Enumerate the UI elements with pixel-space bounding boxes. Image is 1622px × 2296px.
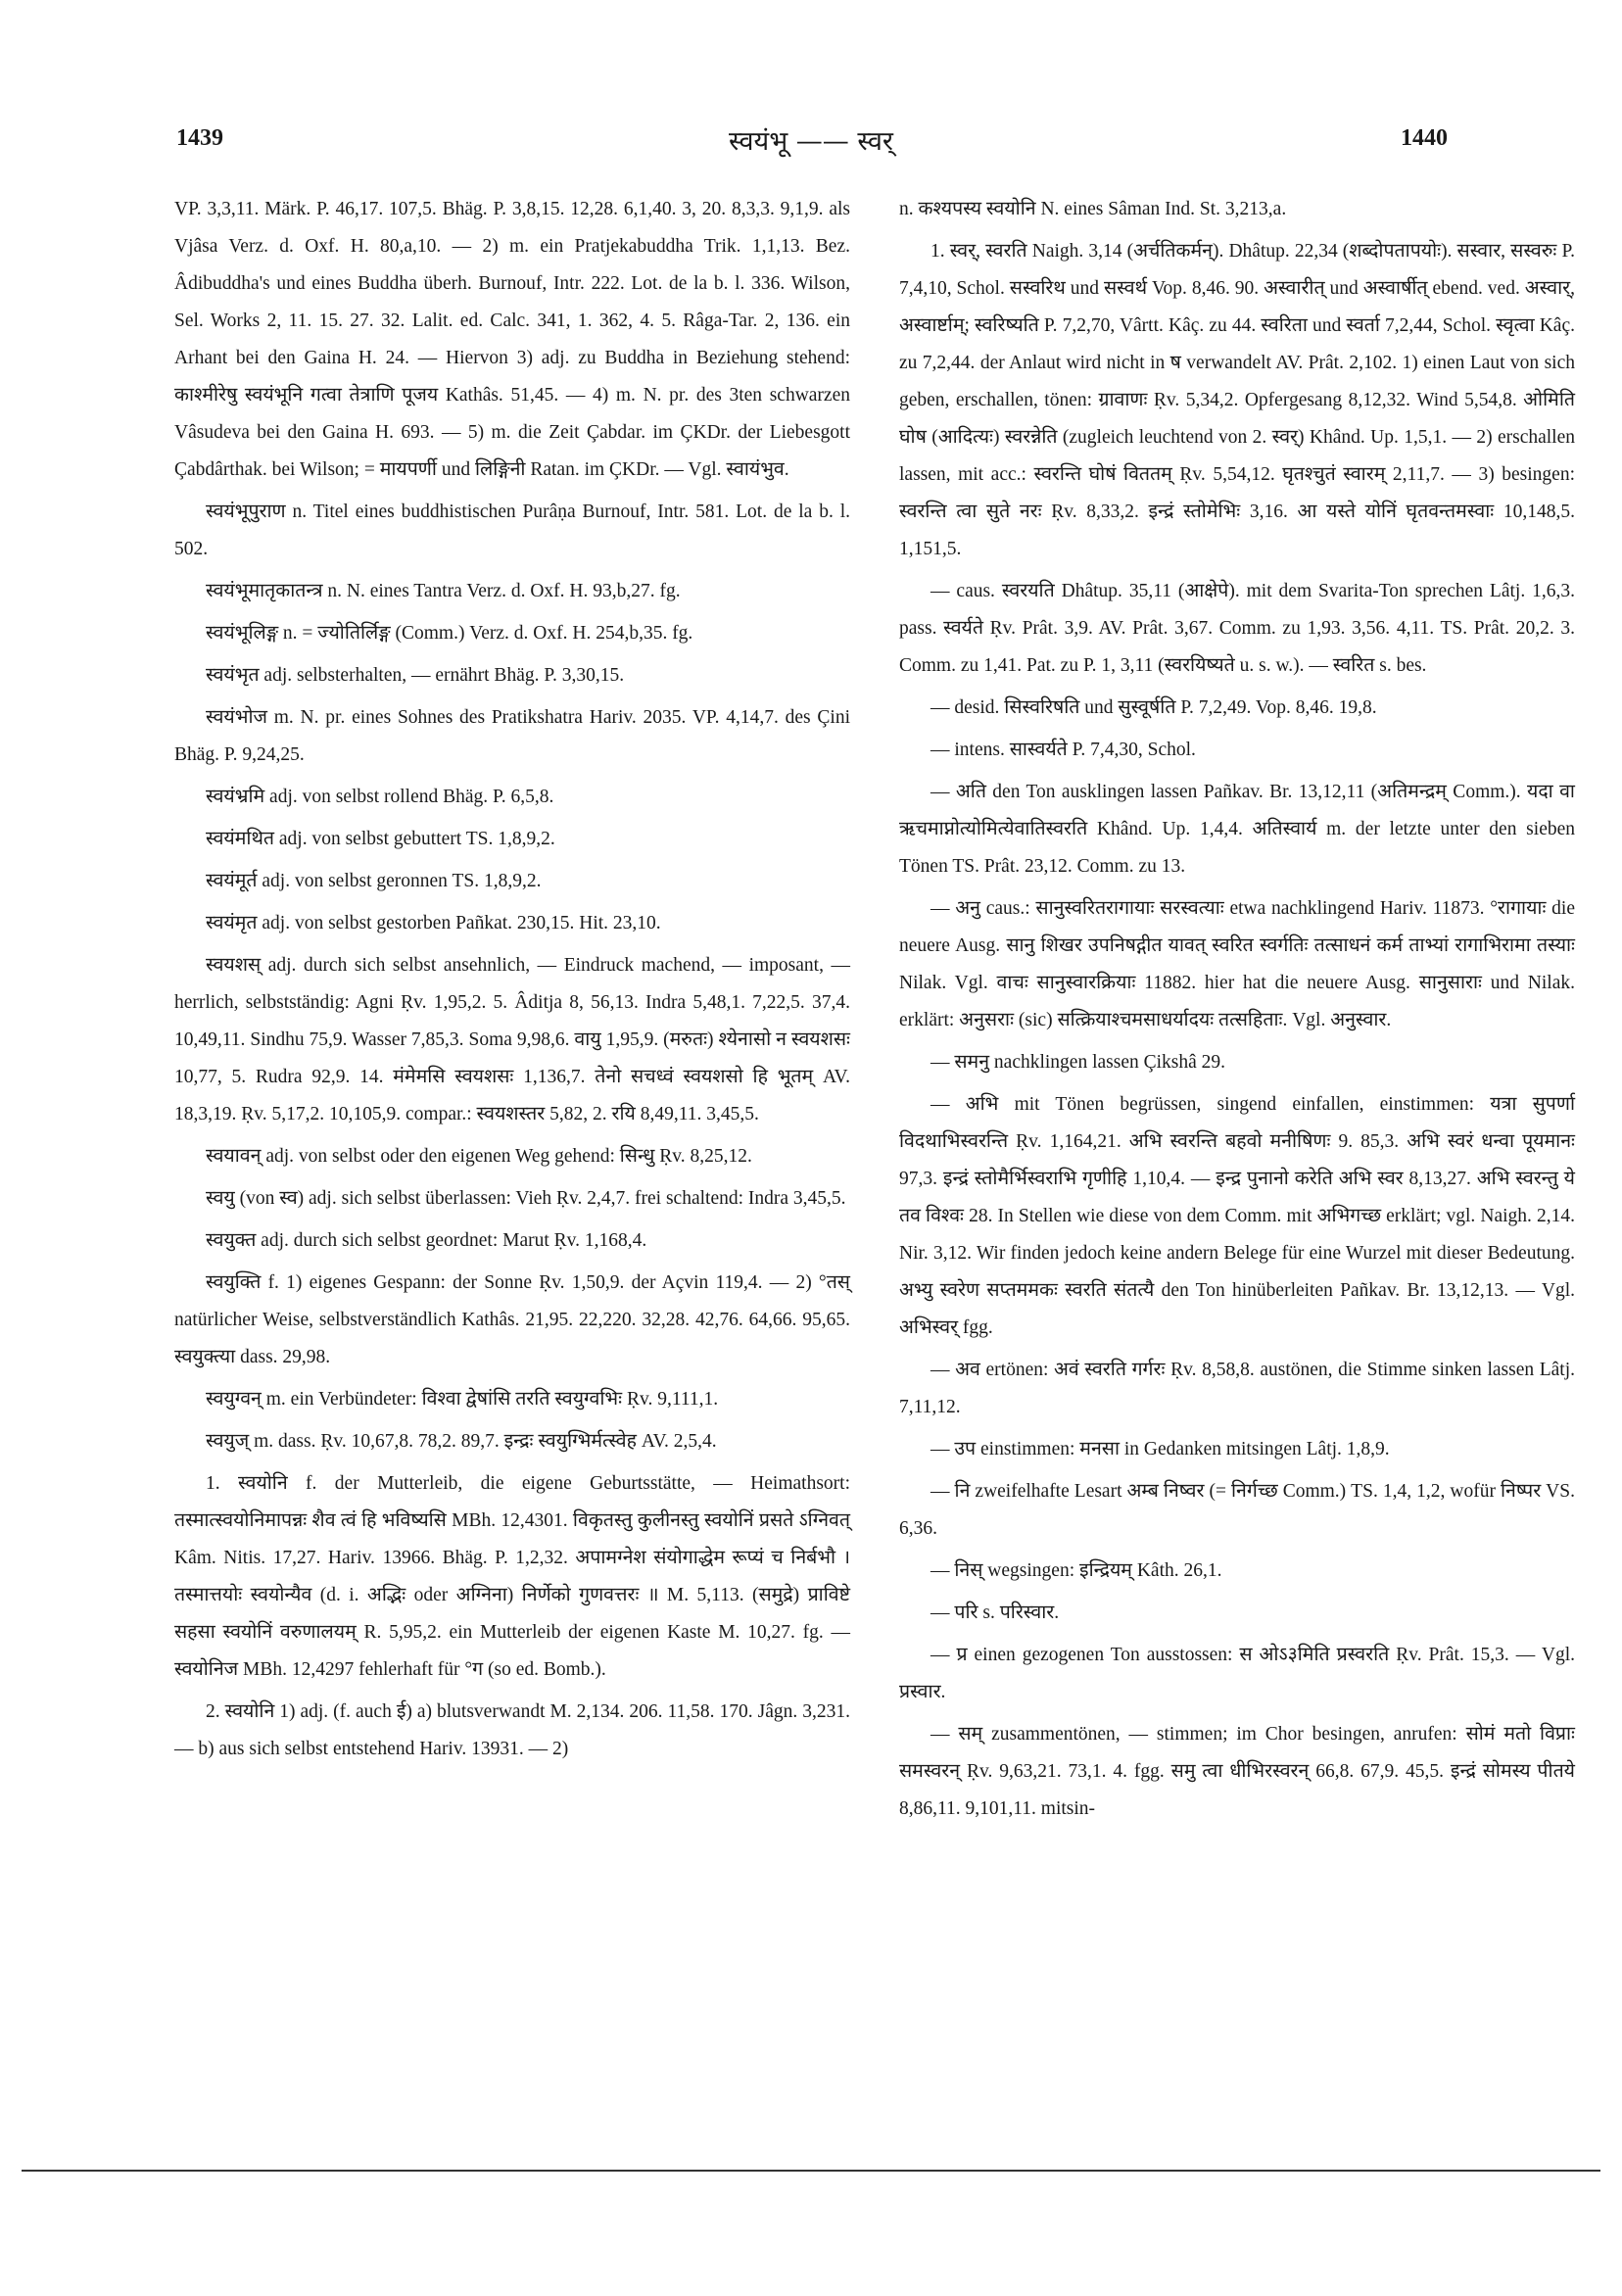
dictionary-entry: स्वयुक्त adj. durch sich selbst geordnet: Marut Ṛv. 1,168,4. xyxy=(206,1230,647,1251)
dictionary-entry: — प्र einen gezogenen Ton ausstossen: स ओऽ३मिति प्रस्वरति Ṛv. Prât. 15,3. — Vgl. प्रस्वार. xyxy=(899,1645,1575,1702)
dictionary-entry: स्वयंभूमातृकातन्त्र n. N. eines Tantra Verz. d. Oxf. H. 93,b,27. fg. xyxy=(206,581,681,601)
dictionary-entry: 1. स्वर्, स्वरति Naigh. 3,14 (अर्चतिकर्मन्). Dhâtup. 22,34 (शब्दोपतापयोः). सस्वार, सस्वरुः P. 7,4,10, Schol. सस्वरिथ und सस्वर्थ Vop. 8,46. 90. अस्वारीत् und अस्वार्षीत् ebend. ved. अस्वार्, अस्वार्ष्टाम्; स्वरिष्यति P. 7,2,70, Vârtt. Kâç. zu 44. स्वरिता und स्वर्ता 7,2,44, Schol. स्वृत्वा Kâç. zu 7,2,44. der Anlaut wird nicht in ष verwandelt AV. Prât. 2,102. 1) einen Laut von sich geben, erschallen, tönen: ग्रावाणः Ṛv. 5,34,2. Opfergesang 8,12,32. Wind 5,54,8. ओमिति घोष (आदित्यः) स्वरन्नेति (zugleich leuchtend von 2. स्वर्) Khând. Up. 1,5,1. — 2) erschallen lassen, mit acc.: स्वरन्ति घोषं विततम् Ṛv. 5,54,12. घृतश्चुतं स्वारम् 2,11,7. — 3) besingen: स्वरन्ति त्वा सुते नरः Ṛv. 8,33,2. इन्द्रं स्तोमेभिः 3,16. आ यस्ते योनिं घृतवन्तमस्वाः 10,148,5. 1,151,5. xyxy=(899,241,1575,559)
dictionary-entry: स्वयशस् adj. durch sich selbst ansehnlich, — Eindruck machend, — imposant, — herrlich, selbstständig: Agni Ṛv. 1,95,2. 5. Âditja 8, 56,13. Indra 5,48,1. 7,22,5. 37,4. 10,49,11. Sindhu 75,9. Wasser 7,85,3. Soma 9,98,6. वायु 1,95,9. (मरुतः) श्येनासो न स्वयशसः 10,77, 5. Rudra 92,9. 14. मंमेमसि स्वयशसः 1,136,7. तेनो सचध्वं स्वयशसो हि भूतम् AV. 18,3,19. Ṛv. 5,17,2. 10,105,9. compar.: स्वयशस्तर 5,82, 2. रयि 8,49,11. 3,45,5. xyxy=(174,955,850,1124)
page-header xyxy=(0,125,1622,165)
dictionary-entry: स्वयु (von स्व) adj. sich selbst überlassen: Vieh Ṛv. 2,4,7. frei schaltend: Indra 3,45,5. xyxy=(206,1188,846,1209)
dictionary-entry: — नि zweifelhafte Lesart अम्ब निष्वर (= निर्गच्छ Comm.) TS. 1,4, 1,2, wofür निष्पर VS. 6,36. xyxy=(899,1481,1575,1539)
dictionary-entry: — desid. सिस्वरिषति und सुस्वूर्षति P. 7,2,49. Vop. 8,46. 19,8. xyxy=(930,697,1377,718)
page-number-right: 1440 xyxy=(1401,125,1448,151)
page-number-left: 1439 xyxy=(176,125,223,151)
dictionary-entry: स्वयावन् adj. von selbst oder den eigenen Weg gehend: सिन्धु Ṛv. 8,25,12. xyxy=(206,1146,752,1167)
dictionary-entry: — परि s. परिस्वार. xyxy=(930,1602,1060,1623)
dictionary-entry: — अति den Ton ausklingen lassen Pañkav. Br. 13,12,11 (अतिमन्द्रम् Comm.). यदा वा ऋचमाप्नोत्योमित्येवातिस्वरति Khând. Up. 1,4,4. अतिस्वार्य m. der letzte unter den sieben Tönen TS. Prât. 23,12. Comm. zu 13. xyxy=(899,782,1575,877)
dictionary-entry: VP. 3,3,11. Märk. P. 46,17. 107,5. Bhäg. P. 3,8,15. 12,28. 6,1,40. 3, 20. 8,3,3. 9,1,9. als Vjâsa Verz. d. Oxf. H. 80,a,10. — 2) m. ein Pratjekabuddha Trik. 1,1,13. Bez. Âdibuddha's und eines Buddha überh. Burnouf, Intr. 222. Lot. de la b. l. 336. Wilson, Sel. Works 2, 11. 15. 27. 32. Lalit. ed. Calc. 341, 1. 362, 4. 5. Râga-Tar. 2, 136. ein Arhant bei den Gaina H. 24. — Hiervon 3) adj. zu Buddha in Beziehung stehend: काश्मीरेषु स्वयंभूनि गत्वा तेत्राणि पूजय Kathâs. 51,45. — 4) m. N. pr. des 3ten schwarzen Vâsudeva bei den Gaina H. 693. — 5) m. die Zeit Çabdar. im ÇKDr. der Liebesgott Çabdârthak. bei Wilson; = मायपर्णी und लिङ्गिनी Ratan. im ÇKDr. — Vgl. स्वायंभुव. xyxy=(174,199,850,480)
dictionary-entry: — अव ertönen: अवं स्वरति गर्गरः Ṛv. 8,58,8. austönen, die Stimme sinken lassen Lâtj. 7,11,12. xyxy=(899,1360,1575,1417)
right-column xyxy=(899,191,1575,1833)
dictionary-entry: स्वयंमूर्त adj. von selbst geronnen TS. 1,8,9,2. xyxy=(206,871,542,891)
dictionary-entry: 1. स्वयोनि f. der Mutterleib, die eigene Geburtsstätte, — Heimathsort: तस्मात्स्वयोनिमापन्नः शैव त्वं हि भविष्यसि MBh. 12,4301. विकृतस्तु कुलीनस्तु स्वयोनिं प्रसते ऽग्निवत् Kâm. Nitis. 17,27. Hariv. 13966. Bhäg. P. 1,2,32. अपामग्नेश संयोगाद्धेम रूप्यं च निर्बभौ । तस्मात्तयोः स्वयोन्यैव (d. i. अद्भिः oder अग्निना) निर्णेको गुणवत्तरः ॥ M. 5,113. (समुद्रे) प्राविष्टे सहसा स्वयोनिं वरुणालयम् R. 5,95,2. ein Mutterleib der eigenen Kaste M. 10,27. fg. — स्वयोनिज MBh. 12,4297 fehlerhaft für °ग (so ed. Bomb.). xyxy=(174,1473,850,1680)
dictionary-entry: 2. स्वयोनि 1) adj. (f. auch ई) a) blutsverwandt M. 2,134. 206. 11,58. 170. Jâgn. 3,231. — b) aus sich selbst entstehend Hariv. 13931. — 2) xyxy=(174,1701,850,1759)
dictionary-entry: स्वयुक्ति f. 1) eigenes Gespann: der Sonne Ṛv. 1,50,9. der Açvin 119,4. — 2) °तस् natürlicher Weise, selbstverständlich Kathâs. 21,95. 22,220. 32,28. 42,76. 64,66. 95,65. स्वयुक्त्या dass. 29,98. xyxy=(174,1272,850,1367)
running-head: स्वयंभू —— स्वर् xyxy=(729,126,893,157)
dictionary-entry: स्वयंमथित adj. von selbst gebuttert TS. 1,8,9,2. xyxy=(206,829,555,849)
dictionary-entry: स्वयंभृत adj. selbsterhalten, — ernährt Bhäg. P. 3,30,15. xyxy=(206,665,625,686)
dictionary-entry: n. कश्यपस्य स्वयोनि N. eines Sâman Ind. St. 3,213,a. xyxy=(899,199,1287,219)
dictionary-entry: स्वयंभूपुराण n. Titel eines buddhistischen Purâṇa Burnouf, Intr. 581. Lot. de la b. l. 502. xyxy=(174,502,850,559)
dictionary-entry: — निस् wegsingen: इन्द्रियम् Kâth. 26,1. xyxy=(930,1560,1222,1581)
dictionary-entry: स्वयुज् m. dass. Ṛv. 10,67,8. 78,2. 89,7. इन्द्रः स्वयुग्भिर्मत्स्वेह AV. 2,5,4. xyxy=(206,1431,717,1452)
dictionary-entry: — caus. स्वरयति Dhâtup. 35,11 (आक्षेपे). mit dem Svarita-Ton sprechen Lâtj. 1,6,3. pass. स्वर्यते Ṛv. Prât. 3,9. AV. Prât. 3,67. Comm. zu 1,93. 3,56. 4,11. TS. Prât. 20,2. 3. Comm. zu 1,41. Pat. zu P. 1, 3,11 (स्वरयिष्यते u. s. w.). — स्वरित s. bes. xyxy=(899,581,1575,676)
dictionary-entry: स्वयंभ्रमि adj. von selbst rollend Bhäg. P. 6,5,8. xyxy=(206,787,554,807)
dictionary-entry: स्वयंमृत adj. von selbst gestorben Pañkat. 230,15. Hit. 23,10. xyxy=(206,913,661,933)
dictionary-entry: — समनु nachklingen lassen Çikshâ 29. xyxy=(930,1052,1226,1073)
dictionary-entry: — अभि mit Tönen begrüssen, singend einfallen, einstimmen: यत्रा सुपर्णा विदथाभिस्वरन्ति Ṛv. 1,164,21. अभि स्वरन्ति बहवो मनीषिणः 9. 85,3. अभि स्वरं धन्वा पूयमानः 97,3. इन्द्रं स्तोमैर्भिस्वराभि गृणीहि 1,10,4. — इन्द्र पुनानो करेति अभि स्वर 8,13,27. अभि स्वरन्तु ये तव विश्वः 28. In Stellen wie diese von dem Comm. mit अभिगच्छ erklärt; vgl. Naigh. 2,14. Nir. 3,12. Wir finden jedoch keine andern Belege für eine Wurzel mit dieser Bedeutung. अभ्यु स्वरेण सप्तममकः स्वरति संतत्यै den Ton hinüberleiten Pañkav. Br. 13,12,13. — Vgl. अभिस्वर् fgg. xyxy=(899,1094,1575,1338)
dictionary-entry: स्वयंभोज m. N. pr. eines Sohnes des Pratikshatra Hariv. 2035. VP. 4,14,7. des Çini Bhäg. P. 9,24,25. xyxy=(174,707,850,765)
dictionary-entry: — उप einstimmen: मनसा in Gedanken mitsingen Lâtj. 1,8,9. xyxy=(930,1439,1390,1459)
dictionary-entry: — अनु caus.: सानुस्वरितरागायाः सरस्वत्याः etwa nachklingend Hariv. 11873. °रागायाः die neuere Ausg. सानु शिखर उपनिषद्गीत यावत् स्वरित स्वर्गतिः तत्साधनं कर्म ताभ्यां रागाभिरामा तस्याः Nilak. Vgl. वाचः सानुस्वारक्रियाः 11882. hier hat die neuere Ausg. सानुसाराः und Nilak. erklärt: अनुसराः (sic) सत्क्रियाश्चमसाधर्यादयः तत्सहिताः. Vgl. अनुस्वार. xyxy=(899,898,1575,1030)
dictionary-entry: स्वयंभूलिङ्ग n. = ज्योतिर्लिङ्ग (Comm.) Verz. d. Oxf. H. 254,b,35. fg. xyxy=(206,623,693,644)
footer-rule xyxy=(22,2170,1600,2172)
dictionary-entry: — सम् zusammentönen, — stimmen; im Chor besingen, anrufen: सोमं मतो विप्राः समस्वरन् Ṛv. 9,63,21. 73,1. 4. fgg. समु त्वा धीभिरस्वरन् 66,8. 67,9. 45,5. इन्द्रं सोमस्य पीतये 8,86,11. 9,101,11. mitsin- xyxy=(899,1724,1575,1819)
dictionary-entry: — intens. सास्वर्यते P. 7,4,30, Schol. xyxy=(930,740,1196,760)
left-column xyxy=(174,191,850,1773)
dictionary-entry: स्वयुग्वन् m. ein Verbündeter: विश्वा द्वेषांसि तरति स्वयुग्वभिः Ṛv. 9,111,1. xyxy=(206,1389,719,1410)
